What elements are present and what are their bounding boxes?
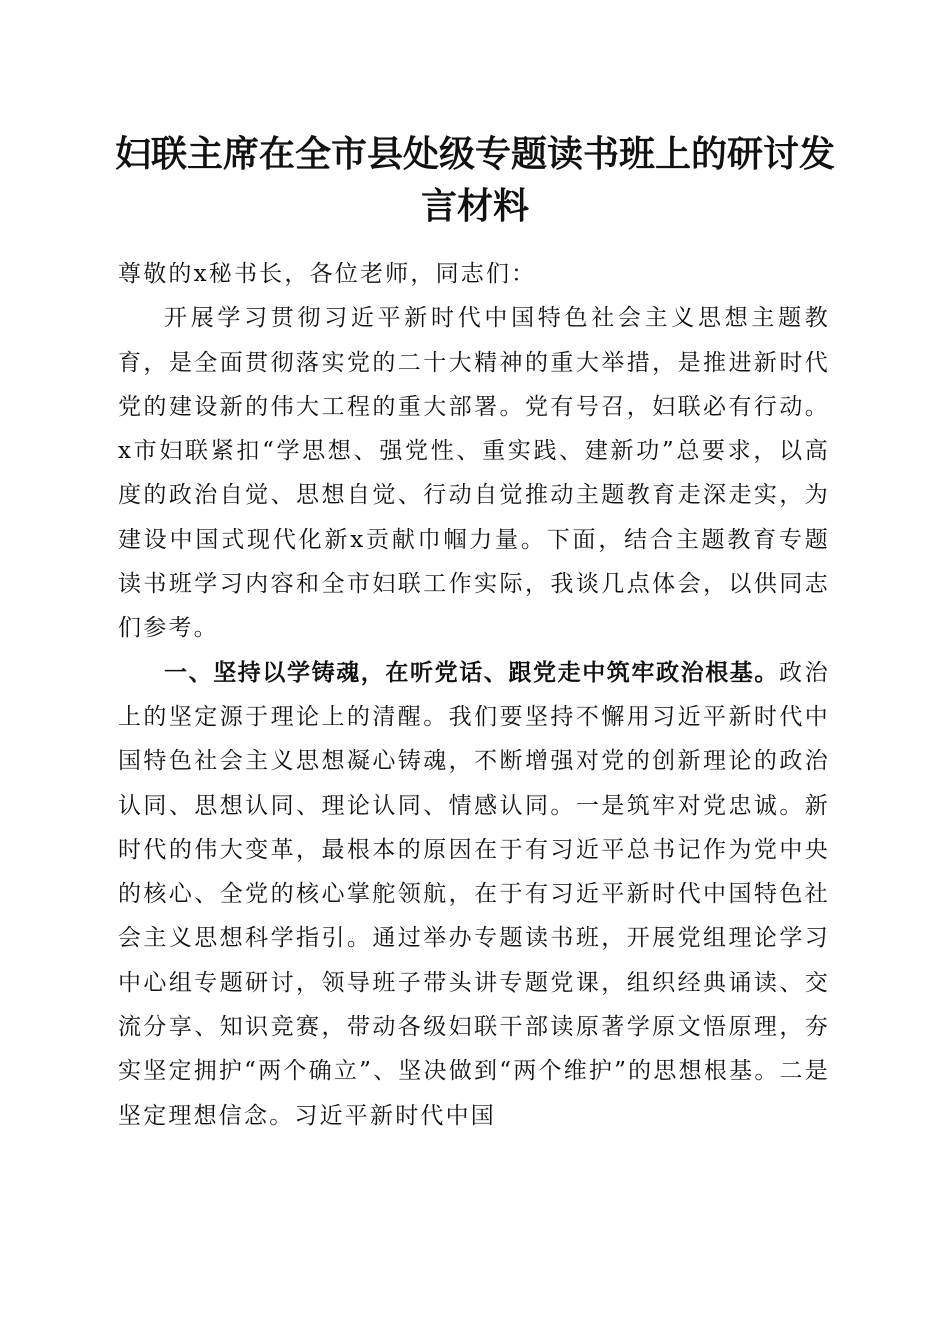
salutation: 尊敬的x秘书长，各位老师，同志们： — [118, 261, 537, 287]
paragraph-section-one — [118, 651, 830, 1138]
paragraph-intro — [118, 296, 830, 650]
paragraph-section-one-text: 政治上的坚定源于理论上的清醒。我们要坚持不懈用习近平新时代中国特色社会主义思想凝心铸魂，不断增强对党的创新理论的政治认同、思想认同、理论认同、情感认同。一是筑牢对党忠诚。新时代的伟大变革，最根本的原因在于有习近平总书记作为党中央的核心、全党的核心掌舵领航，在于有习近平新时代中国特色社会主义思想科学指引。通过举办专题读书班，开展党组理论学习中心组专题研讨，领导班子带头讲专题党课，组织经典诵读、交流分享、知识竞赛，带动各级妇联干部读原著学原文悟原理，夯实坚定拥护“两个确立”、坚决做到“两个维护”的思想根基。二是坚定理想信念。习近平新时代中国 — [118, 659, 831, 1129]
document-title: 妇联主席在全市县处级专题读书班上的研讨发言材料 — [114, 133, 835, 227]
section-one-heading: 一、坚持以学铸魂，在听党话、跟党走中筑牢政治根基。 — [164, 659, 779, 686]
document-body — [118, 252, 830, 1138]
paragraph-intro-text: 开展学习贯彻习近平新时代中国特色社会主义思想主题教育，是全面贯彻落实党的二十大精神的重大举措，是推进新时代党的建设新的伟大工程的重大部署。党有号召，妇联必有行动。x市妇联紧扣“学思想、强党性、重实践、建新功”总要求，以高度的政治自觉、思想自觉、行动自觉推动主题教育走深走实，为建设中国式现代化新x贡献巾帼力量。下面，结合主题教育专题读书班学习内容和全市妇联工作实际，我谈几点体会，以供同志们参考。 — [118, 305, 830, 642]
